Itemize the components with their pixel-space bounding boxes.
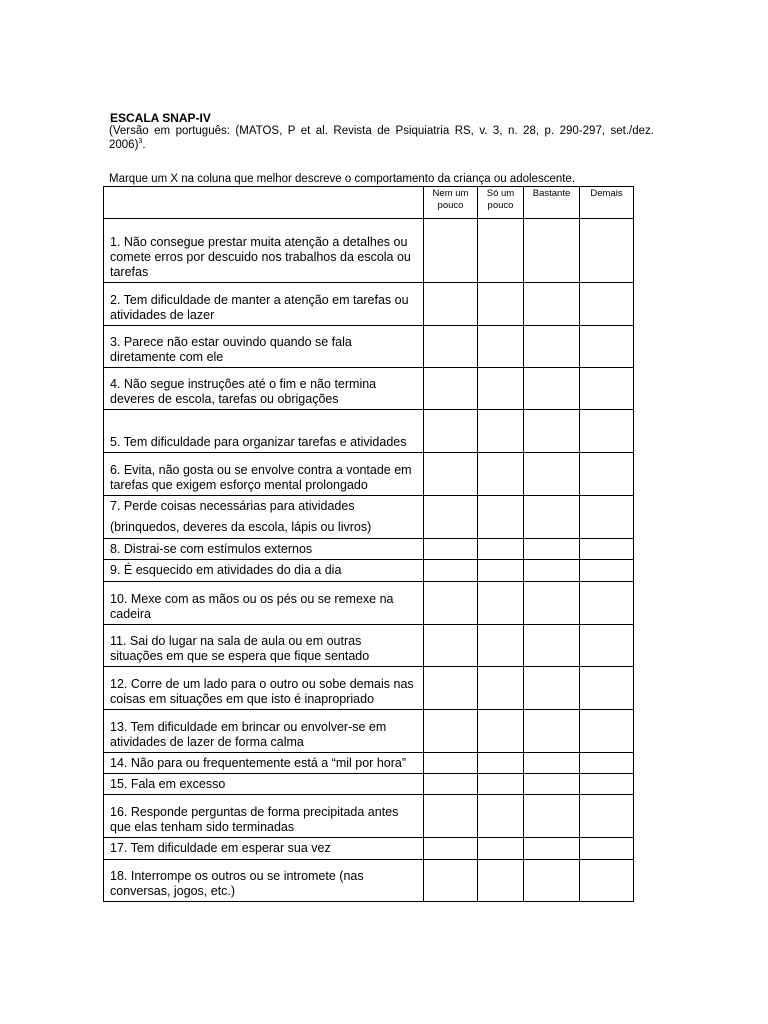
answer-cell[interactable]	[524, 795, 580, 838]
question-text: 5. Tem dificuldade para organizar tarefas e atividades	[104, 410, 424, 453]
answer-cell[interactable]	[478, 625, 524, 667]
answer-cell[interactable]	[424, 795, 478, 838]
answer-cell[interactable]	[524, 283, 580, 326]
answer-cell[interactable]	[580, 625, 634, 667]
column-header: Bastante	[524, 187, 580, 219]
table-row	[104, 539, 634, 560]
instruction-text: Marque um X na coluna que melhor descreve o comportamento da criança ou adolescente.	[109, 173, 576, 185]
question-text: 12. Corre de um lado para o outro ou sobe demais nas coisas em situações em que isto é inapropriado	[104, 667, 424, 710]
question-text: 9. É esquecido em atividades do dia a dia	[104, 560, 424, 582]
answer-cell[interactable]	[524, 539, 580, 560]
answer-cell[interactable]	[478, 560, 524, 582]
answer-cell[interactable]	[478, 774, 524, 795]
answer-cell[interactable]	[478, 219, 524, 283]
table-row	[104, 283, 634, 326]
answer-cell[interactable]	[580, 667, 634, 710]
header-row	[104, 187, 634, 219]
answer-cell[interactable]	[478, 326, 524, 368]
snap-iv-table	[103, 186, 634, 902]
question-text: 1. Não consegue prestar muita atenção a detalhes ou comete erros por descuido nos trabalhos da escola ou tarefas	[104, 219, 424, 283]
answer-cell[interactable]	[478, 283, 524, 326]
question-text	[104, 496, 424, 539]
answer-cell[interactable]	[580, 283, 634, 326]
question-text: 6. Evita, não gosta ou se envolve contra a vontade em tarefas que exigem esforço mental prolongado	[104, 453, 424, 496]
table-row	[104, 753, 634, 774]
answer-cell[interactable]	[478, 838, 524, 860]
answer-cell[interactable]	[424, 774, 478, 795]
question-text: 3. Parece não estar ouvindo quando se fala diretamente com ele	[104, 326, 424, 368]
answer-cell[interactable]	[580, 326, 634, 368]
question-text: 10. Mexe com as mãos ou os pés ou se remexe na cadeira	[104, 582, 424, 625]
answer-cell[interactable]	[478, 753, 524, 774]
answer-cell[interactable]	[424, 560, 478, 582]
answer-cell[interactable]	[524, 219, 580, 283]
answer-cell[interactable]	[580, 453, 634, 496]
question-text: 13. Tem dificuldade em brincar ou envolver-se em atividades de lazer de forma calma	[104, 710, 424, 753]
column-header: Só um pouco	[478, 187, 524, 219]
header-empty-cell	[104, 187, 424, 219]
answer-cell[interactable]	[524, 326, 580, 368]
answer-cell[interactable]	[424, 410, 478, 453]
table-row	[104, 710, 634, 753]
answer-cell[interactable]	[524, 582, 580, 625]
table-row	[104, 453, 634, 496]
answer-cell[interactable]	[524, 410, 580, 453]
answer-cell[interactable]	[524, 753, 580, 774]
answer-cell[interactable]	[580, 774, 634, 795]
question-text: 17. Tem dificuldade em esperar sua vez	[104, 838, 424, 860]
citation	[109, 125, 654, 152]
answer-cell[interactable]	[478, 496, 524, 539]
table-row	[104, 860, 634, 902]
answer-cell[interactable]	[478, 710, 524, 753]
answer-cell[interactable]	[524, 838, 580, 860]
question-text: 15. Fala em excesso	[104, 774, 424, 795]
answer-cell[interactable]	[478, 860, 524, 902]
answer-cell[interactable]	[580, 710, 634, 753]
question-text: 11. Sai do lugar na sala de aula ou em outras situações em que se espera que fique sentado	[104, 625, 424, 667]
answer-cell[interactable]	[478, 368, 524, 410]
table-row	[104, 410, 634, 453]
answer-cell[interactable]	[424, 667, 478, 710]
answer-cell[interactable]	[524, 860, 580, 902]
answer-cell[interactable]	[580, 753, 634, 774]
citation-text: (Versão em português: (MATOS, P et al. Revista de Psiquiatria RS, v. 3, n. 28, p. 290-297, set./dez. 2006)	[109, 125, 654, 151]
table-row	[104, 582, 634, 625]
table-row	[104, 326, 634, 368]
answer-cell[interactable]	[424, 582, 478, 625]
table-row	[104, 625, 634, 667]
table-row	[104, 774, 634, 795]
answer-cell[interactable]	[580, 410, 634, 453]
question-text: 14. Não para ou frequentemente está a “mil por hora”	[104, 753, 424, 774]
scale-title: ESCALA SNAP-IV	[110, 111, 211, 125]
answer-cell[interactable]	[424, 326, 478, 368]
table-row	[104, 795, 634, 838]
table-row	[104, 838, 634, 860]
answer-cell[interactable]	[478, 410, 524, 453]
answer-cell[interactable]	[580, 368, 634, 410]
answer-cell[interactable]	[524, 496, 580, 539]
answer-cell[interactable]	[580, 795, 634, 838]
answer-cell[interactable]	[478, 582, 524, 625]
answer-cell[interactable]	[424, 838, 478, 860]
answer-cell[interactable]	[580, 560, 634, 582]
table-row	[104, 219, 634, 283]
table-row	[104, 667, 634, 710]
answer-cell[interactable]	[524, 368, 580, 410]
question-text: 2. Tem dificuldade de manter a atenção em tarefas ou atividades de lazer	[104, 283, 424, 326]
answer-cell[interactable]	[424, 368, 478, 410]
answer-cell[interactable]	[524, 560, 580, 582]
question-text: 4. Não segue instruções até o fim e não termina deveres de escola, tarefas ou obrigações	[104, 368, 424, 410]
question-text: 8. Distrai-se com estímulos externos	[104, 539, 424, 560]
answer-cell[interactable]	[524, 667, 580, 710]
answer-cell[interactable]	[580, 539, 634, 560]
answer-cell[interactable]	[424, 710, 478, 753]
answer-cell[interactable]	[580, 496, 634, 539]
answer-cell[interactable]	[580, 860, 634, 902]
answer-cell[interactable]	[524, 710, 580, 753]
answer-cell[interactable]	[524, 774, 580, 795]
table-row	[104, 496, 634, 539]
answer-cell[interactable]	[424, 860, 478, 902]
citation-footnote: 3	[138, 137, 143, 145]
question-line: 7. Perde coisas necessárias para atividades	[110, 499, 355, 513]
table-row	[104, 560, 634, 582]
answer-cell[interactable]	[424, 496, 478, 539]
answer-cell[interactable]	[580, 219, 634, 283]
citation-end: .	[142, 138, 146, 151]
answer-cell[interactable]	[524, 453, 580, 496]
answer-cell[interactable]	[424, 453, 478, 496]
question-text: 18. Interrompe os outros ou se intromete (nas conversas, jogos, etc.)	[104, 860, 424, 902]
column-header: Demais	[580, 187, 634, 219]
answer-cell[interactable]	[478, 795, 524, 838]
table-row	[104, 368, 634, 410]
answer-cell[interactable]	[478, 453, 524, 496]
question-text: 16. Responde perguntas de forma precipitada antes que elas tenham sido terminadas	[104, 795, 424, 838]
answer-cell[interactable]	[424, 219, 478, 283]
answer-cell[interactable]	[424, 625, 478, 667]
answer-cell[interactable]	[424, 539, 478, 560]
answer-cell[interactable]	[580, 838, 634, 860]
answer-cell[interactable]	[424, 753, 478, 774]
answer-cell[interactable]	[478, 539, 524, 560]
question-line: (brinquedos, deveres da escola, lápis ou livros)	[110, 520, 372, 534]
column-header: Nem um pouco	[424, 187, 478, 219]
answer-cell[interactable]	[580, 582, 634, 625]
answer-cell[interactable]	[524, 625, 580, 667]
answer-cell[interactable]	[424, 283, 478, 326]
answer-cell[interactable]	[478, 667, 524, 710]
